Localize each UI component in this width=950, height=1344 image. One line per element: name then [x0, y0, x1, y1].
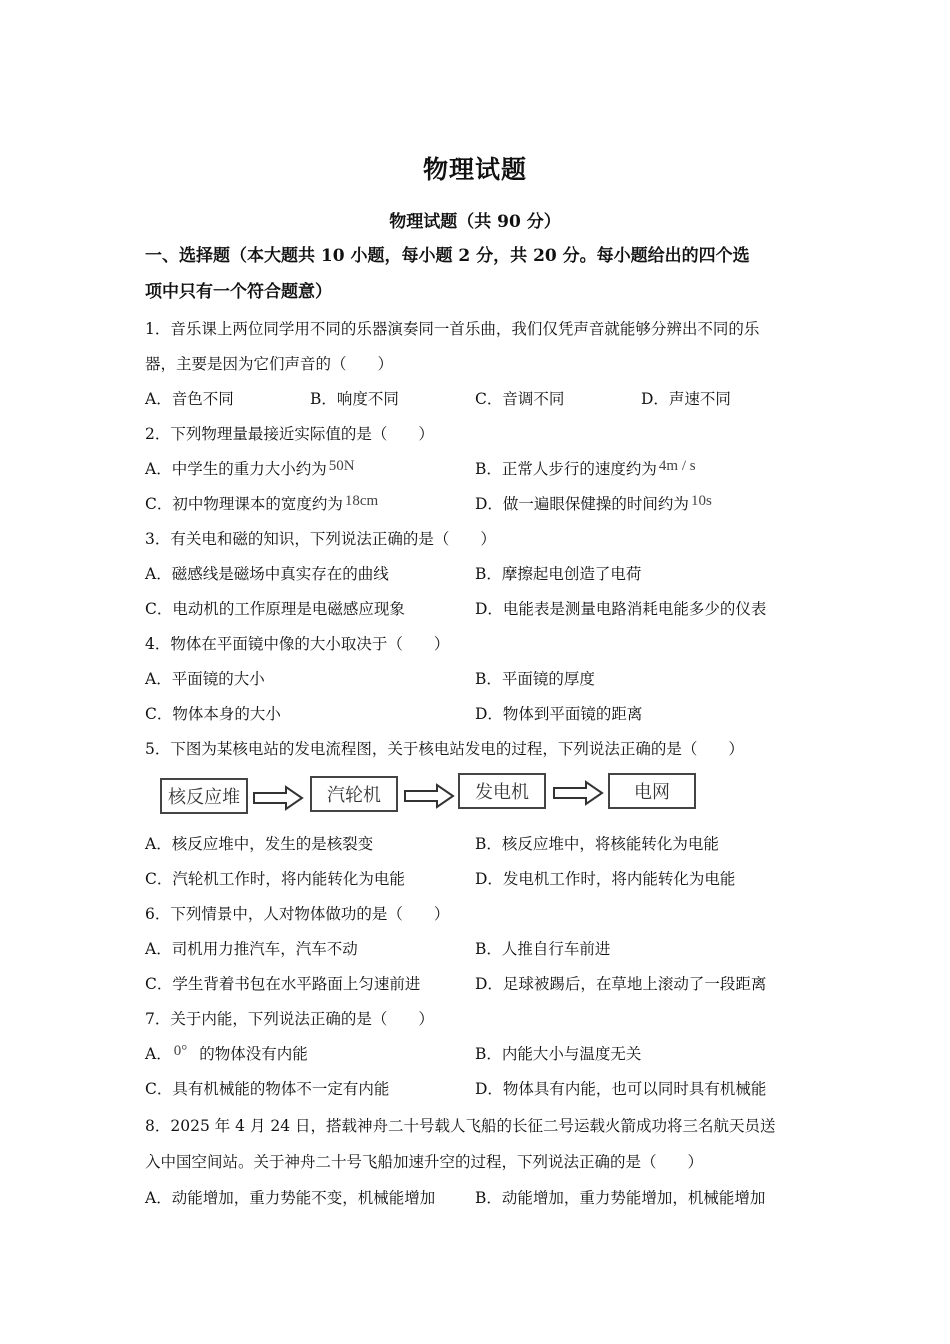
- q7-option-c: C．具有机械能的物体不一定有内能: [145, 1080, 390, 1098]
- q5-option-d: D．发电机工作时，将内能转化为电能: [475, 870, 736, 888]
- q2-option-c: [145, 493, 378, 516]
- power-flow-diagram: [160, 773, 700, 815]
- q3-option-a: A．磁感线是磁场中真实存在的曲线: [145, 565, 389, 583]
- q7-option-a-value: 0°: [173, 1043, 188, 1059]
- q1-option-b: B．响度不同: [310, 390, 399, 408]
- q1-option-a: A．音色不同: [145, 390, 234, 408]
- section-heading-line1: 一、选择题（本大题共 10 小题，每小题 2 分，共 20 分。每小题给出的四个选: [145, 246, 750, 266]
- flow-box-grid: 电网: [608, 773, 696, 809]
- q2-option-d-text: D．做一遍眼保健操的时间约为: [475, 495, 689, 513]
- page-subtitle: 物理试题（共 90 分）: [389, 212, 561, 232]
- q1-option-d: D．声速不同: [641, 390, 731, 408]
- q2-option-b-text: B．正常人步行的速度约为: [475, 460, 657, 478]
- q2-option-a-value: 50N: [328, 458, 355, 474]
- q7-option-a: [145, 1043, 308, 1066]
- flow-arrow-2: [403, 783, 455, 809]
- q2-option-b-value: 4m / s: [658, 458, 696, 474]
- q8-option-b: B．动能增加，重力势能增加，机械能增加: [475, 1189, 766, 1207]
- q1-option-c: C．音调不同: [475, 390, 565, 408]
- q8-stem-line2: 入中国空间站。关于神舟二十号飞船加速升空的过程，下列说法正确的是（ ）: [145, 1153, 704, 1171]
- flow-arrow-3: [552, 780, 604, 806]
- q4-option-d: D．物体到平面镜的距离: [475, 705, 643, 723]
- q1-stem-line1: 1．音乐课上两位同学用不同的乐器演奏同一首乐曲，我们仅凭声音就能够分辨出不同的乐: [145, 320, 760, 338]
- q2-option-a: [145, 458, 355, 481]
- q8-option-a: A．动能增加，重力势能不变，机械能增加: [145, 1189, 436, 1207]
- q3-option-d: D．电能表是测量电路消耗电能多少的仪表: [475, 600, 767, 618]
- flow-box-turbine: 汽轮机: [310, 776, 398, 812]
- q6-option-d: D．足球被踢后，在草地上滚动了一段距离: [475, 975, 767, 993]
- q3-stem: 3．有关电和磁的知识，下列说法正确的是（ ）: [145, 530, 496, 548]
- q4-option-a: A．平面镜的大小: [145, 670, 265, 688]
- q1-stem-line2: 器，主要是因为它们声音的（ ）: [145, 355, 394, 373]
- q5-option-c: C．汽轮机工作时，将内能转化为电能: [145, 870, 405, 888]
- q7-option-b: B．内能大小与温度无关: [475, 1045, 642, 1063]
- section-heading-line2: 项中只有一个符合题意）: [145, 282, 332, 302]
- q2-option-d-value: 10s: [690, 493, 712, 509]
- q5-option-a: A．核反应堆中，发生的是核裂变: [145, 835, 374, 853]
- q2-stem: 2．下列物理量最接近实际值的是（ ）: [145, 425, 434, 443]
- q5-option-b: B．核反应堆中，将核能转化为电能: [475, 835, 719, 853]
- section-heading: [145, 238, 805, 310]
- q7-option-a-prefix: A．: [145, 1045, 172, 1063]
- q6-option-b: B．人推自行车前进: [475, 940, 611, 958]
- q7-stem: 7．关于内能，下列说法正确的是（ ）: [145, 1010, 434, 1028]
- q2-option-d: [475, 493, 712, 516]
- q4-option-c: C．物体本身的大小: [145, 705, 281, 723]
- q2-option-c-value: 18cm: [344, 493, 379, 509]
- q6-option-a: A．司机用力推汽车，汽车不动: [145, 940, 358, 958]
- q3-option-b: B．摩擦起电创造了电荷: [475, 565, 642, 583]
- q7-option-d: D．物体具有内能，也可以同时具有机械能: [475, 1080, 767, 1098]
- flow-arrow-1: [252, 785, 304, 811]
- page-title: 物理试题: [422, 155, 527, 184]
- q7-option-a-text: 的物体没有内能: [199, 1045, 308, 1063]
- flow-box-generator: 发电机: [458, 773, 546, 809]
- q4-stem: 4．物体在平面镜中像的大小取决于（ ）: [145, 635, 450, 653]
- q3-option-c: C．电动机的工作原理是电磁感应现象: [145, 600, 405, 618]
- q2-option-c-text: C．初中物理课本的宽度约为: [145, 495, 343, 513]
- q6-option-c: C．学生背着书包在水平路面上匀速前进: [145, 975, 421, 993]
- q2-option-a-text: A．中学生的重力大小约为: [145, 460, 327, 478]
- q5-stem: 5．下图为某核电站的发电流程图，关于核电站发电的过程，下列说法正确的是（ ）: [145, 740, 744, 758]
- q8-stem-line1: 8．2025 年 4 月 24 日，搭载神舟二十号载人飞船的长征二号运载火箭成功将三名航天员送: [145, 1117, 776, 1135]
- q4-option-b: B．平面镜的厚度: [475, 670, 595, 688]
- q6-stem: 6．下列情景中，人对物体做功的是（ ）: [145, 905, 450, 923]
- flow-box-reactor: 核反应堆: [160, 778, 248, 814]
- q2-option-b: [475, 458, 696, 481]
